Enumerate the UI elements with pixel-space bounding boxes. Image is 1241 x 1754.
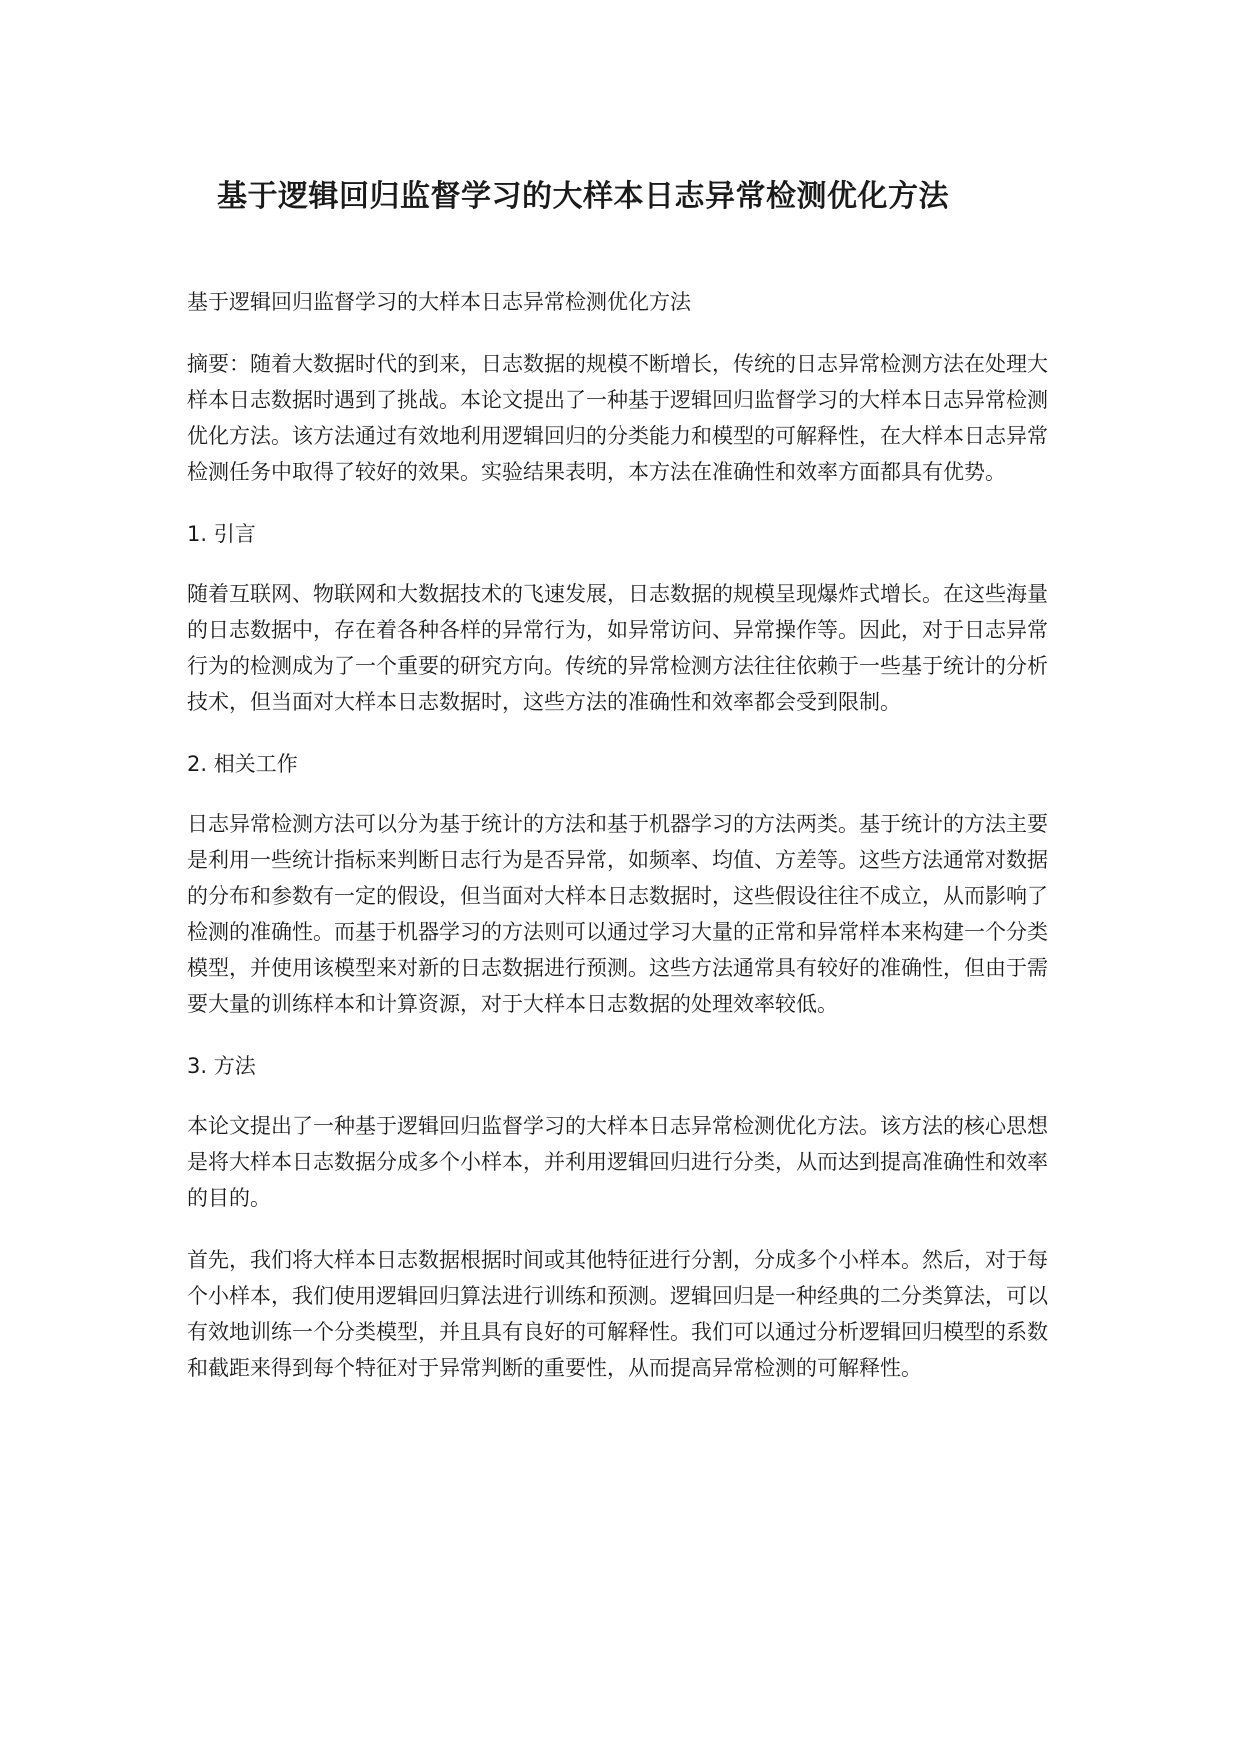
- document-body: [187, 284, 1067, 1386]
- introduction-paragraph: 随着互联网、物联网和大数据技术的飞速发展，日志数据的规模呈现爆炸式增长。在这些海量的日志数据中，存在着各种各样的异常行为，如异常访问、异常操作等。因此，对于日志异常行为的检测成为了一个重要的研究方向。传统的异常检测方法往往依赖于一些基于统计的分析技术，但当面对大样本日志数据时，这些方法的准确性和效率都会受到限制。: [187, 582, 1048, 714]
- section-heading-method: 3. 方法: [187, 1054, 256, 1078]
- section-heading-related-work: 2. 相关工作: [187, 752, 298, 776]
- related-work-paragraph: 日志异常检测方法可以分为基于统计的方法和基于机器学习的方法两类。基于统计的方法主要是利用一些统计指标来判断日志行为是否异常，如频率、均值、方差等。这些方法通常对数据的分布和参数有一定的假设，但当面对大样本日志数据时，这些假设往往不成立，从而影响了检测的准确性。而基于机器学习的方法则可以通过学习大量的正常和异常样本来构建一个分类模型，并使用该模型来对新的日志数据进行预测。这些方法通常具有较好的准确性，但由于需要大量的训练样本和计算资源，对于大样本日志数据的处理效率较低。: [187, 812, 1048, 1016]
- document-subtitle: 基于逻辑回归监督学习的大样本日志异常检测优化方法: [187, 290, 691, 314]
- method-paragraph-1: 本论文提出了一种基于逻辑回归监督学习的大样本日志异常检测优化方法。该方法的核心思想是将大样本日志数据分成多个小样本，并利用逻辑回归进行分类，从而达到提高准确性和效率的目的。: [187, 1114, 1048, 1210]
- document-title: 基于逻辑回归监督学习的大样本日志异常检测优化方法: [217, 179, 949, 214]
- abstract-paragraph: 摘要：随着大数据时代的到来，日志数据的规模不断增长，传统的日志异常检测方法在处理大样本日志数据时遇到了挑战。本论文提出了一种基于逻辑回归监督学习的大样本日志异常检测优化方法。该方法通过有效地利用逻辑回归的分类能力和模型的可解释性，在大样本日志异常检测任务中取得了较好的效果。实验结果表明，本方法在准确性和效率方面都具有优势。: [187, 352, 1048, 484]
- method-paragraph-2: 首先，我们将大样本日志数据根据时间或其他特征进行分割，分成多个小样本。然后，对于每个小样本，我们使用逻辑回归算法进行训练和预测。逻辑回归是一种经典的二分类算法，可以有效地训练一个分类模型，并且具有良好的可解释性。我们可以通过分析逻辑回归模型的系数和截距来得到每个特征对于异常判断的重要性，从而提高异常检测的可解释性。: [187, 1248, 1048, 1380]
- section-heading-introduction: 1. 引言: [187, 522, 256, 546]
